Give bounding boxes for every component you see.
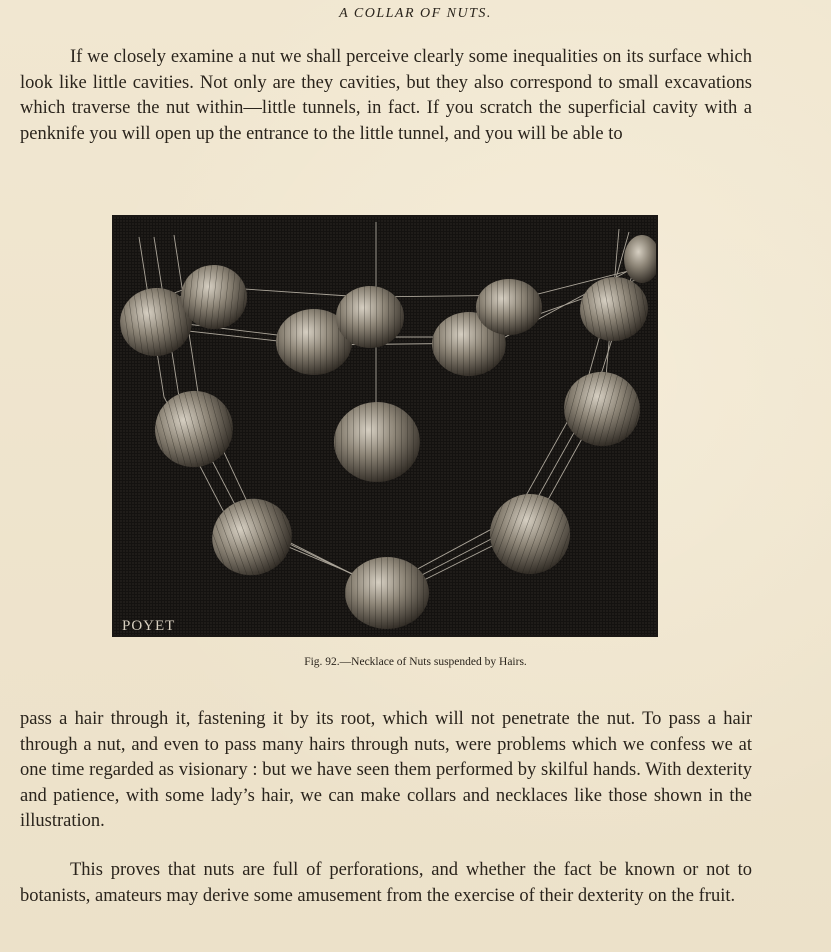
engraver-signature: POYET	[122, 618, 176, 634]
paragraph-continuation: pass a hair through it, fastening it by its root, which will not penetrate the nut. To pass a hair through a nut, and even to pass many hairs through nuts, were problems which we confess we at one time regarded as visionary : but we have seen them performed by skilful hands. With dexterity and patience, with some lady’s hair, we can make collars and necklaces like those shown in the illustration.	[20, 709, 752, 831]
figure-caption: Fig. 92.—Necklace of Nuts suspended by Hairs.	[304, 656, 527, 668]
necklace-illustration	[114, 217, 656, 635]
running-head: A COLLAR OF NUTS.	[339, 6, 492, 21]
engraving-figure	[112, 215, 658, 637]
paragraph-second: This proves that nuts are full of perforations, and whether the fact be known or not to botanists, amateurs may derive some amusement from the exercise of their dexterity on the fruit.	[20, 860, 752, 906]
paragraph-first: If we closely examine a nut we shall perceive clearly some inequalities on its surface which look like little cavities. Not only are they cavities, but they also correspond to small excavations which traverse the nut within—little tunnels, in fact. If you scratch the superficial cavity with a penknife you will open up the entrance to the little tunnel, and you will be able to	[20, 47, 752, 144]
